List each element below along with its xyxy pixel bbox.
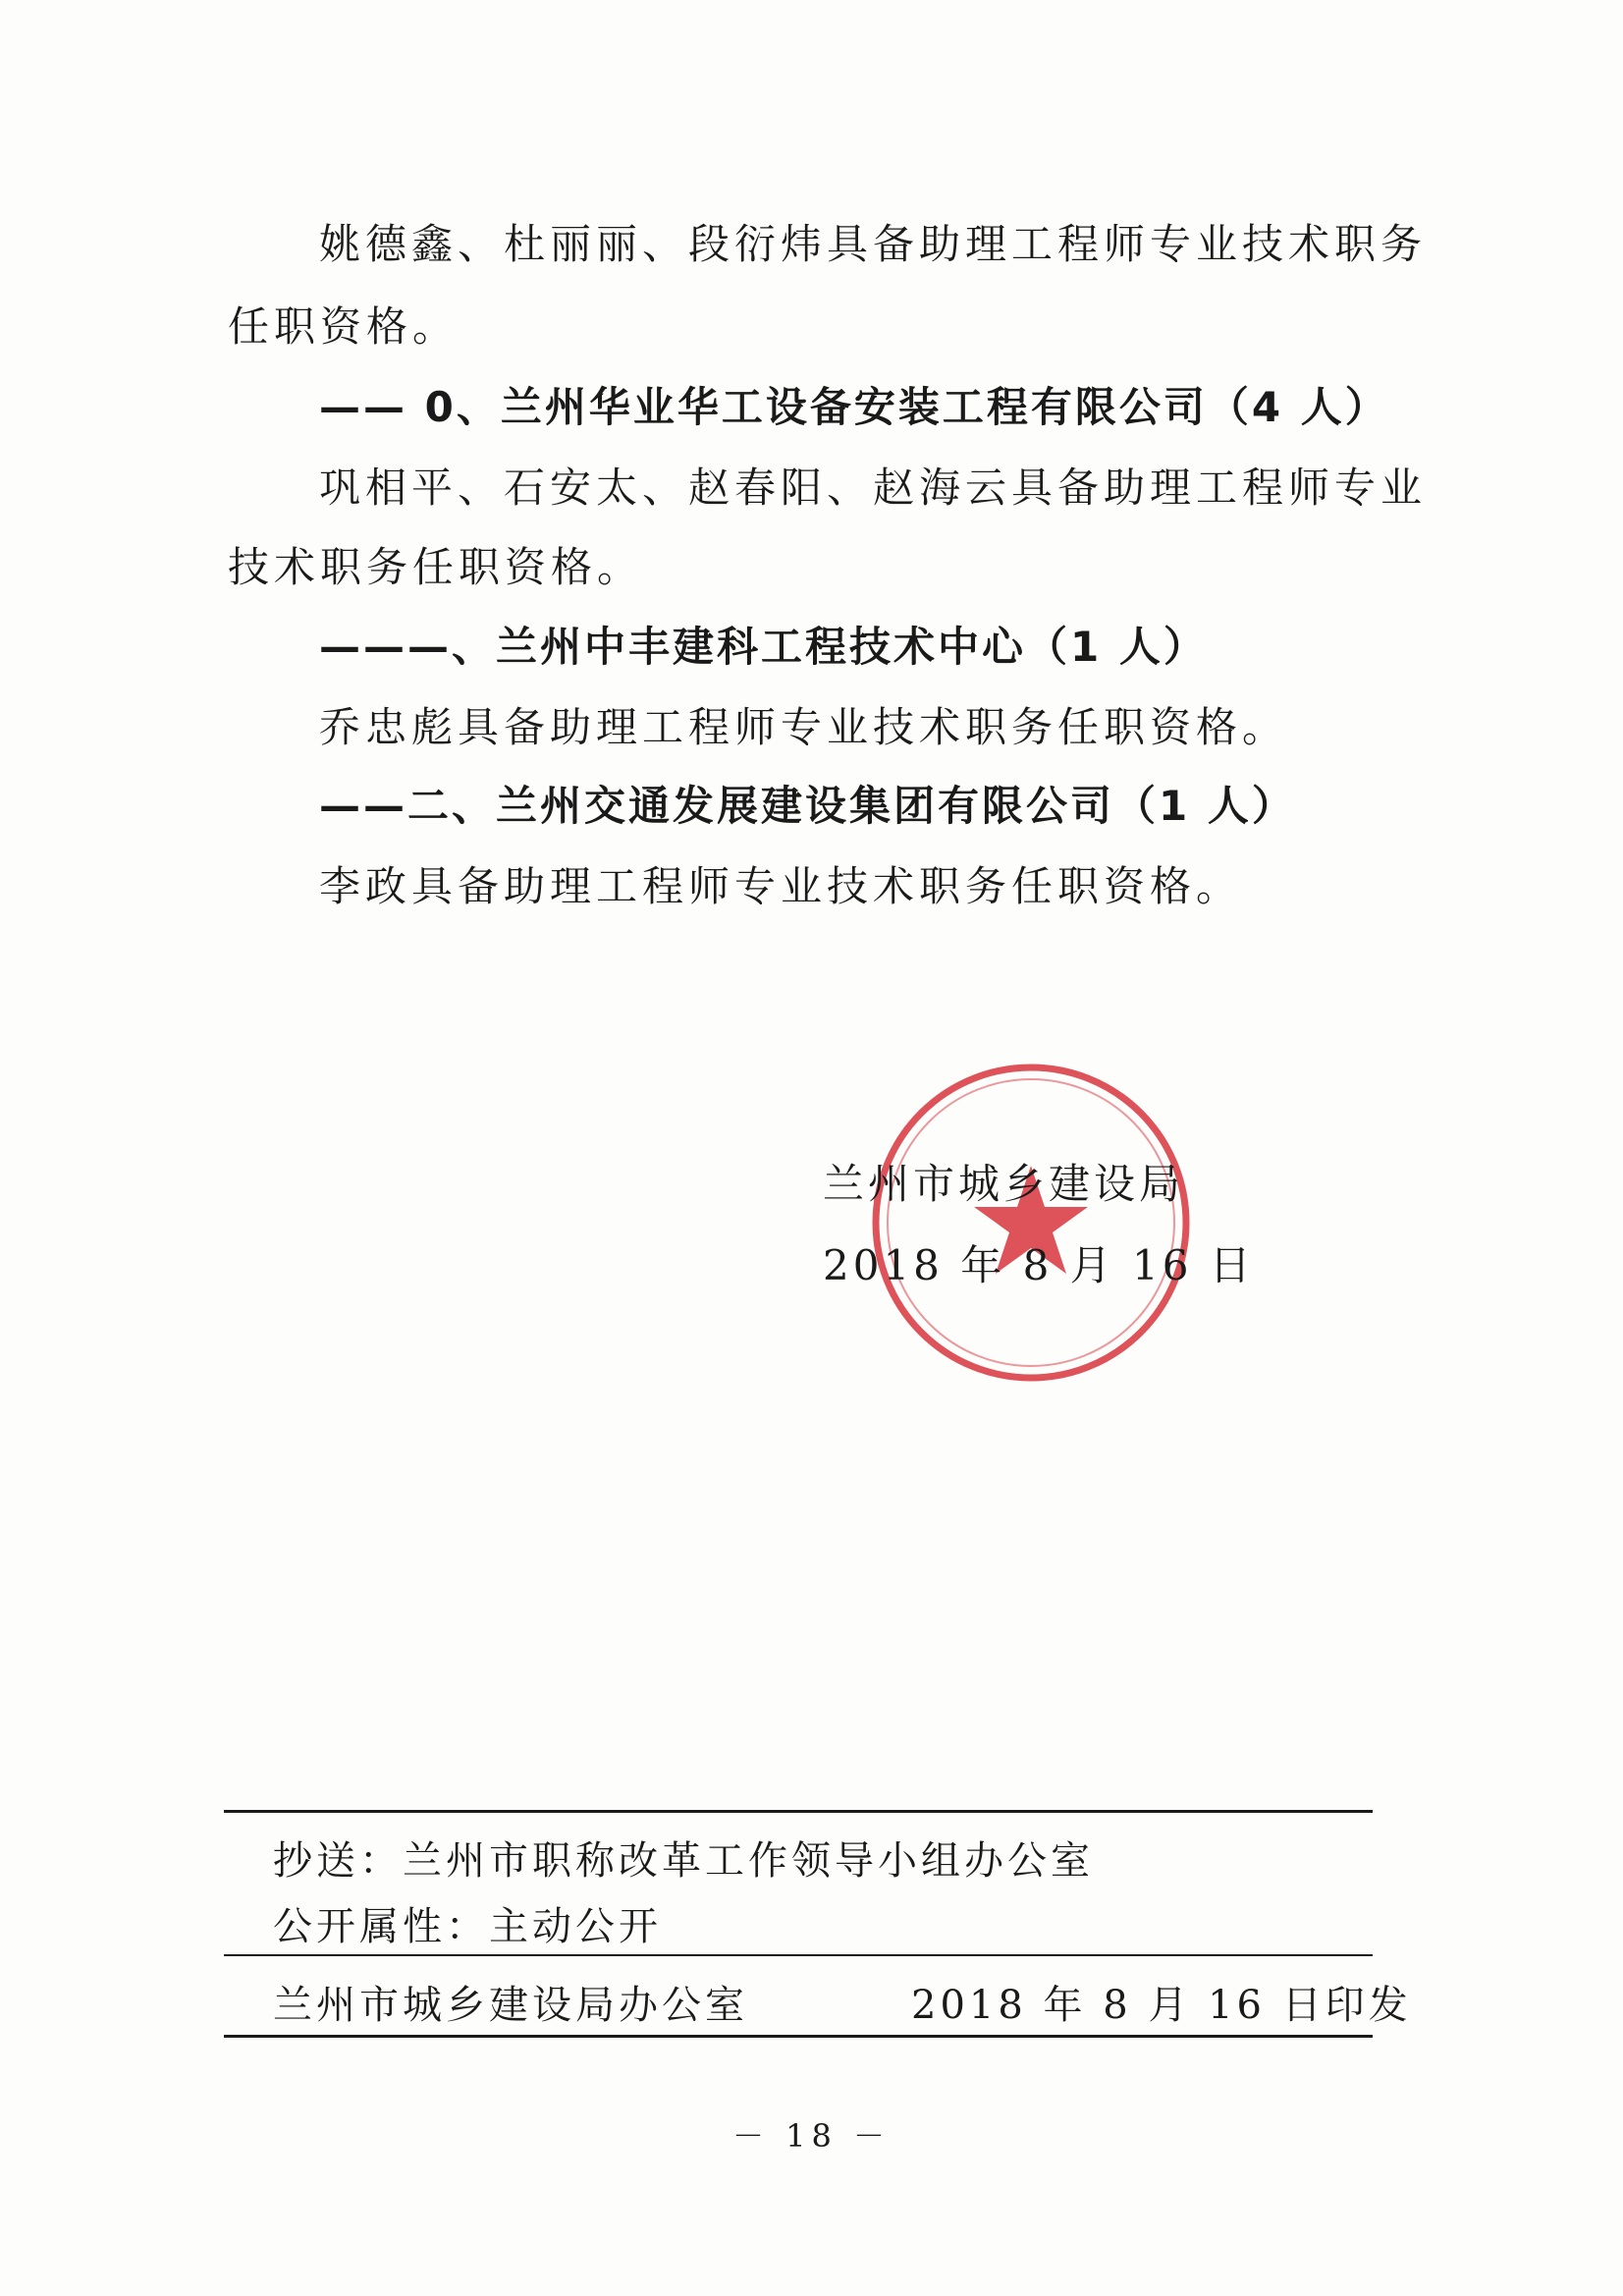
page-number: － 18 －	[731, 2117, 892, 2155]
footer-top-rule	[224, 1810, 1373, 1813]
body-line-2: 任职资格。	[228, 302, 460, 351]
footer-middle-rule	[224, 1954, 1373, 1956]
body-line-7: 乔忠彪具备助理工程师专业技术职务任职资格。	[319, 703, 1289, 751]
section-heading-11: ———、兰州中丰建科工程技术中心（1 人）	[319, 623, 1208, 671]
body-line-9: 李政具备助理工程师专业技术职务任职资格。	[319, 862, 1243, 910]
issue-date-line: 2018 年 8 月 16 日印发	[911, 1983, 1412, 2028]
body-line-4: 巩相平、石安太、赵春阳、赵海云具备助理工程师专业	[319, 464, 1428, 512]
body-line-1: 姚德鑫、杜丽丽、段衍炜具备助理工程师专业技术职务	[319, 220, 1428, 268]
section-heading-12: ——二、兰州交通发展建设集团有限公司（1 人）	[319, 782, 1296, 830]
body-line-5: 技术职务任职资格。	[228, 543, 644, 591]
issuer-line: 兰州市城乡建设局办公室	[273, 1983, 748, 2028]
section-heading-10: —— 0、兰州华业华工设备安装工程有限公司（4 人）	[319, 383, 1389, 431]
disclosure-line: 公开属性：主动公开	[273, 1904, 662, 1949]
signature-date: 2018 年 8 月 16 日	[823, 1241, 1255, 1289]
official-seal-stamp	[864, 1056, 1198, 1390]
signature-org: 兰州市城乡建设局	[823, 1160, 1185, 1208]
footer-bottom-rule	[224, 2035, 1373, 2038]
cc-line: 抄送：兰州市职称改革工作领导小组办公室	[273, 1838, 1094, 1884]
